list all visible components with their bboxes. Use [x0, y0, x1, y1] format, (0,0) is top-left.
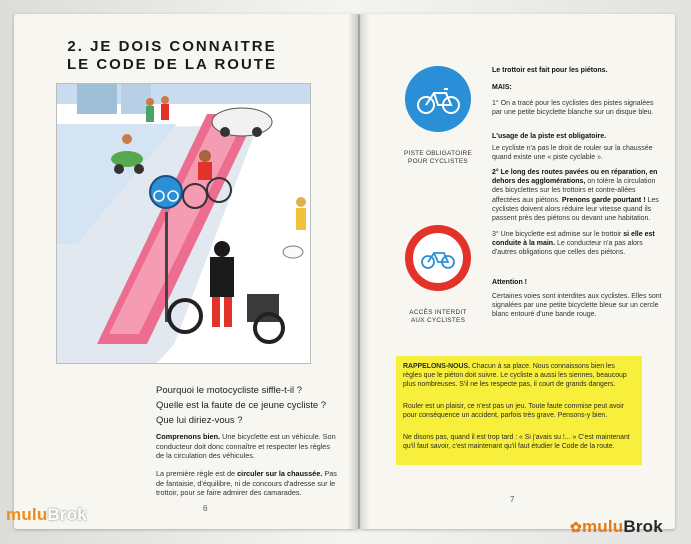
watermark-right-b: Brok — [623, 517, 663, 536]
flower-icon: ✿ — [570, 519, 582, 535]
sign2-caption-line1: ACCÈS INTERDIT — [409, 309, 467, 316]
sign1-caption-line1: PISTE OBLIGATOIRE — [403, 150, 473, 157]
point-3-bold: si elle est conduite à la main. — [492, 231, 655, 248]
question-3: Que lui diriez-vous ? — [156, 415, 243, 426]
street-illustration — [56, 83, 311, 364]
trottoir-line — [492, 66, 662, 75]
watermark-left — [6, 505, 87, 525]
point-1: 1° On a tracé pour les cyclistes des pistes signalées par une petite bicyclette blanche sur un disque bleu. — [492, 100, 654, 117]
mais-text: MAIS: — [492, 84, 512, 91]
page-number-right: 7 — [510, 495, 515, 504]
usage-heading-line — [492, 132, 662, 141]
heading-line-1: 2. JE DOIS CONNAITRE — [67, 38, 277, 55]
attention-text: Certaines voies sont interdites aux cyclistes. Elles sont signalées par une petite bicyclette bleue sur un cercle blanc entouré d'une bande rouge. — [492, 293, 662, 319]
reminder-paragraph-3: Ne disons pas, quand il est trop tard : « Si j'avais su !... » C'est maintenant qu'il faut savoir, c'est maintenant qu'il faut étudier le Code de la route. — [403, 434, 630, 451]
street-scene-image — [57, 84, 310, 363]
point-3 — [492, 230, 662, 258]
point-2 — [492, 168, 662, 223]
no-bicycle-sign-icon — [404, 224, 472, 292]
sign2-caption — [392, 309, 484, 325]
usage-text: Le cycliste n'a pas le droit de rouler sur la chaussée quand existe une « piste cyclable ». — [492, 145, 653, 162]
paragraph-regle-bold: circuler sur la chaussée. — [237, 469, 323, 478]
point-3-start: 3° Une bicyclette est admise sur le trottoir — [492, 231, 624, 238]
bicycle-path-sign-icon — [404, 65, 472, 133]
watermark-left-a: mulu — [6, 505, 48, 524]
reminder-paragraph-2: Rouler est un plaisir, ce n'est pas un jeu. Toute faute commise peut avoir pour conséquence un accident, parfois très grave. Pensons-y bien. — [403, 403, 625, 420]
question-2: Quelle est la faute de ce jeune cycliste ? — [156, 400, 327, 411]
attention-heading: Attention ! — [492, 279, 527, 286]
mais-line — [492, 83, 662, 92]
point-3-end: Le conducteur n'a pas alors d'autres obligations que celles des piétons. — [492, 240, 643, 257]
trottoir-text: Le trottoir est fait pour les piétons. — [492, 67, 608, 74]
point-2-bold-2: Prenons garde pourtant ! — [561, 196, 646, 204]
sign1-caption-line2: POUR CYCLISTES — [408, 158, 468, 165]
point-2-text-2: Les cyclistes doivent alors réduire leur vitesse quand ils passent près des piétons ou devant une habitation. — [492, 196, 659, 223]
reminder-text-1: Chacun à sa place. Nous connaissons bien les règles que le piéton doit suivre. Le cycliste a aussi les siennes, beaucoup plus nombreuses. S'il ne les respecte pas, il court de grands dangers. — [403, 363, 627, 389]
page-number-left: 6 — [203, 504, 208, 513]
reminder-heading: RAPPELONS-NOUS. — [403, 363, 470, 370]
attention-heading-line — [492, 278, 662, 287]
book-gutter — [348, 14, 370, 529]
sign1-caption — [392, 150, 484, 166]
paragraph-comprenons-head: Comprenons bien. — [156, 432, 221, 441]
question-1: Pourquoi le motocycliste siffle-t-il ? — [156, 385, 303, 396]
paragraph-comprenons-body: Une bicyclette est un véhicule. Son conducteur doit donc connaître et respecter les règles de la circulation des véhicules. — [156, 432, 336, 461]
paragraph-regle-end: Pas de fantaisie, d'équilibre, ni de concours d'adresse sur le trottoir, pour se faire admirer des camarades. — [156, 469, 337, 498]
paragraph-comprenons — [156, 432, 338, 461]
watermark-left-b: Brok — [47, 505, 87, 524]
sign2-caption-line2: AUX CYCLISTES — [410, 317, 466, 324]
paragraph-regle-start: La première règle est de — [156, 469, 238, 478]
watermark-right-a: mulu — [581, 517, 624, 536]
point-2-text: on tolère la circulation des bicyclettes sur les trottoirs et contre-allées affectées aux piétons. — [492, 178, 656, 204]
reminder-paragraph-1 — [403, 362, 635, 390]
heading-line-2: LE CODE DE LA ROUTE — [67, 56, 277, 73]
point-2-bold: 2° Le long des routes pavées ou en réparation, en dehors des agglomérations, — [492, 169, 658, 186]
usage-heading: L'usage de la piste est obligatoire. — [492, 133, 607, 140]
paragraph-premiere-regle — [156, 469, 338, 498]
watermark-right — [570, 517, 663, 537]
